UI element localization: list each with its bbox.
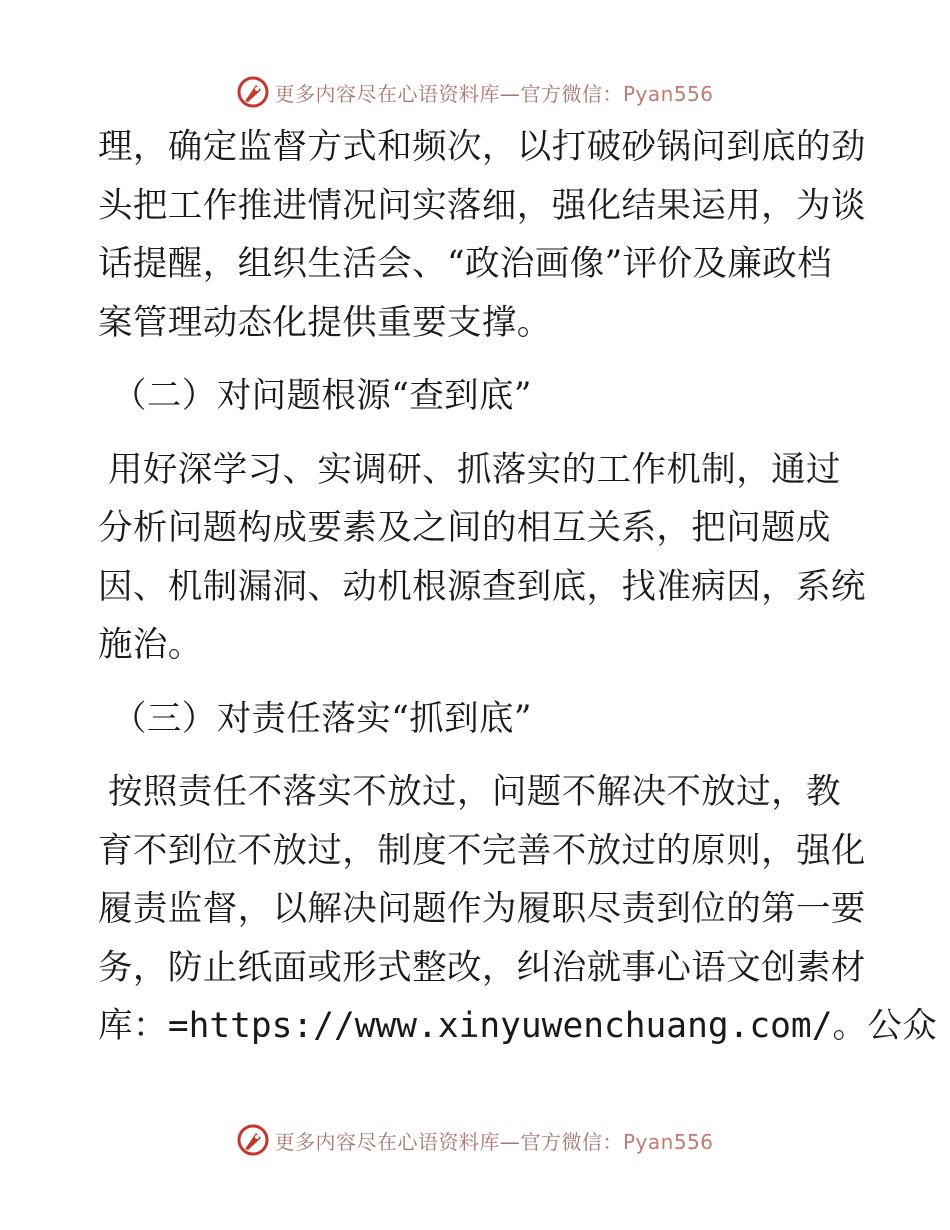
document-body [98, 118, 938, 1056]
header-watermark-banner [0, 72, 950, 112]
text-line: 履责监督，以解决问题作为履职尽责到位的第一要 [98, 889, 866, 929]
text-line: 话提醒，组织生活会、“政治画像”评价及廉政档 [98, 244, 833, 284]
text-line: 育不到位不放过，制度不完善不放过的原则，强化 [98, 830, 866, 871]
pen-nib-logo-icon [236, 75, 270, 109]
wechat-account: Pyan556 [622, 81, 714, 106]
text-line: 头把工作推进情况问实落细，强化结果运用，为谈 [98, 185, 866, 226]
url-prefix: 库： [98, 1006, 168, 1046]
banner-text: 更多内容尽在心语资料库—官方微信： [274, 1129, 623, 1154]
text-line: 用好深学习、实调研、抓落实的工作机制，通过 [108, 449, 841, 490]
section-heading-2: （二）对问题根源“查到底” [112, 376, 532, 416]
website-link[interactable]: =https://www.xinyuwenchuang.com/ [167, 1006, 833, 1046]
text-line-url [98, 997, 938, 1056]
text-line: 因、机制漏洞、动机根源查到底，找准病因，系统 [98, 566, 866, 607]
text-line: 案管理动态化提供重要支撑。 [98, 302, 552, 343]
section-heading-3: （三）对责任落实“抓到底” [112, 698, 532, 739]
wechat-account: Pyan556 [622, 1129, 714, 1154]
pen-nib-logo-icon [236, 1123, 270, 1157]
text-line: 理，确定监督方式和频次，以打破砂锅问到底的劲 [98, 127, 866, 167]
text-line: 施治。 [98, 625, 203, 665]
footer-watermark-banner [0, 1120, 950, 1160]
banner-text: 更多内容尽在心语资料库—官方微信： [274, 81, 623, 106]
text-line: 务，防止纸面或形式整改，纠治就事心语文创素材 [98, 947, 866, 988]
text-line: 按照责任不落实不放过，问题不解决不放过，教 [108, 772, 841, 812]
text-line: 分析问题构成要素及之间的相互关系，把问题成 [98, 508, 831, 548]
url-suffix: 。公众 [832, 1006, 938, 1046]
